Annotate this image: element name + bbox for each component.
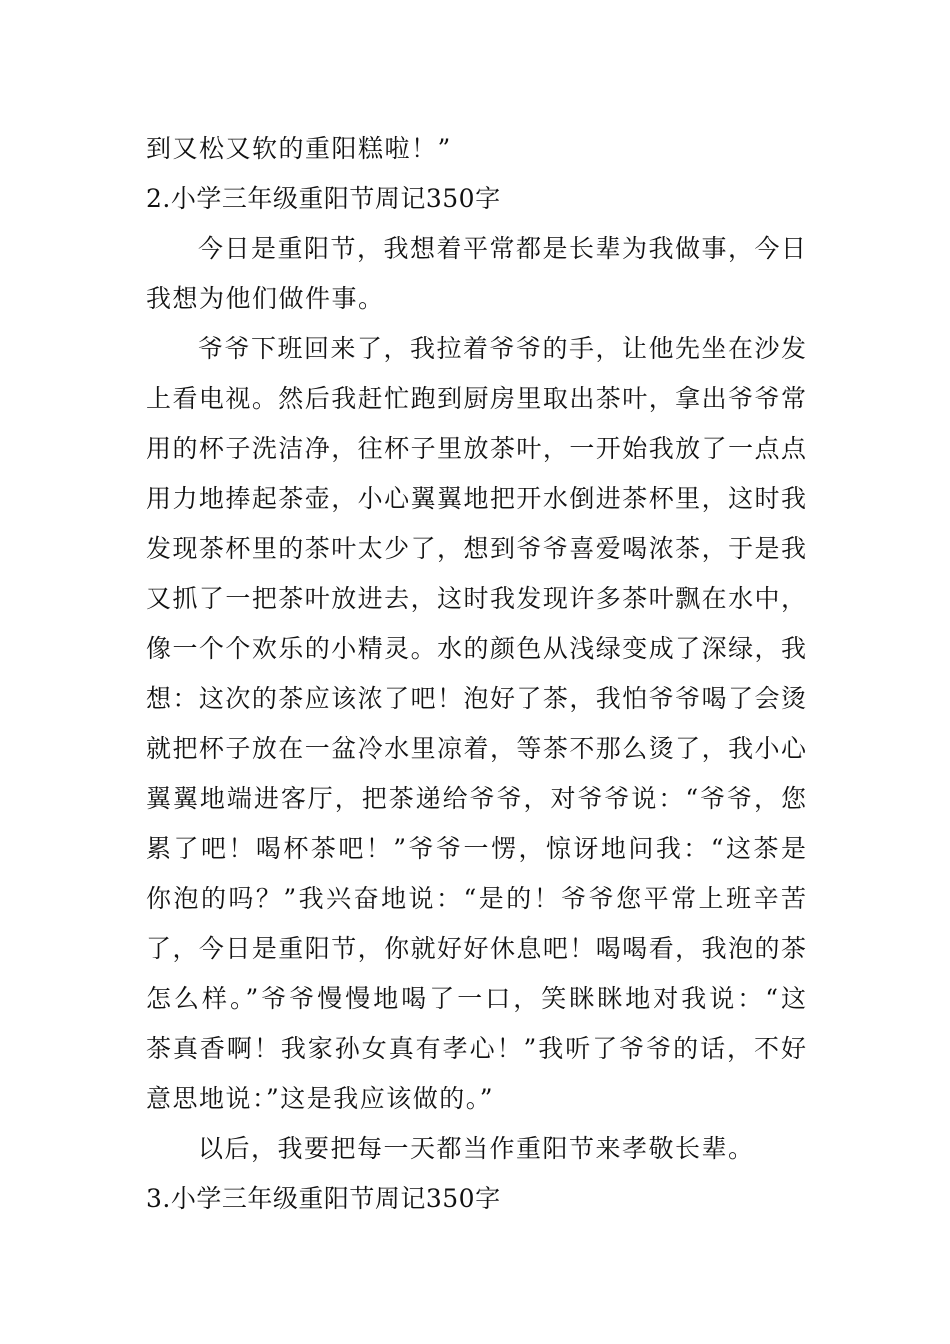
paragraph-line: 累了吧！喝杯茶吧！”爷爷一愣，惊讶地问我：“这茶是 <box>146 834 806 863</box>
paragraph-line: 爷爷下班回来了，我拉着爷爷的手，让他先坐在沙发 <box>198 334 806 363</box>
section-heading: 2.小学三年级重阳节周记350字 <box>146 184 501 213</box>
paragraph-line: 了，今日是重阳节，你就好好休息吧！喝喝看，我泡的茶 <box>146 934 806 963</box>
paragraph-line: 怎么样。”爷爷慢慢地喝了一口，笑眯眯地对我说：“这 <box>146 984 806 1013</box>
paragraph-line: 又抓了一把茶叶放进去，这时我发现许多茶叶飘在水中， <box>146 584 806 613</box>
paragraph-line: 就把杯子放在一盆冷水里凉着，等茶不那么烫了，我小心 <box>146 734 806 763</box>
paragraph-line: 今日是重阳节，我想着平常都是长辈为我做事，今日 <box>198 234 806 263</box>
paragraph-line: 到又松又软的重阳糕啦！” <box>146 134 452 163</box>
paragraph-line: 用力地捧起茶壶，小心翼翼地把开水倒进茶杯里，这时我 <box>146 484 806 513</box>
section-heading: 3.小学三年级重阳节周记350字 <box>146 1184 501 1213</box>
paragraph-line: 茶真香啊！我家孙女真有孝心！”我听了爷爷的话，不好 <box>146 1034 806 1063</box>
paragraph-line: 意思地说：”这是我应该做的。” <box>146 1084 495 1113</box>
paragraph-line: 像一个个欢乐的小精灵。水的颜色从浅绿变成了深绿，我 <box>146 634 806 663</box>
paragraph-line: 翼翼地端进客厅，把茶递给爷爷，对爷爷说：“爷爷，您 <box>146 784 806 813</box>
paragraph-line: 上看电视。然后我赶忙跑到厨房里取出茶叶，拿出爷爷常 <box>146 384 806 413</box>
paragraph-line: 以后，我要把每一天都当作重阳节来孝敬长辈。 <box>198 1134 755 1163</box>
paragraph-line: 想：这次的茶应该浓了吧！泡好了茶，我怕爷爷喝了会烫 <box>146 684 806 713</box>
paragraph-line: 你泡的吗？”我兴奋地说：“是的！爷爷您平常上班辛苦 <box>146 884 806 913</box>
paragraph-line: 发现茶杯里的茶叶太少了，想到爷爷喜爱喝浓茶，于是我 <box>146 534 806 563</box>
paragraph-line: 我想为他们做件事。 <box>146 284 385 313</box>
paragraph-line: 用的杯子洗洁净，往杯子里放茶叶，一开始我放了一点点 <box>146 434 806 463</box>
